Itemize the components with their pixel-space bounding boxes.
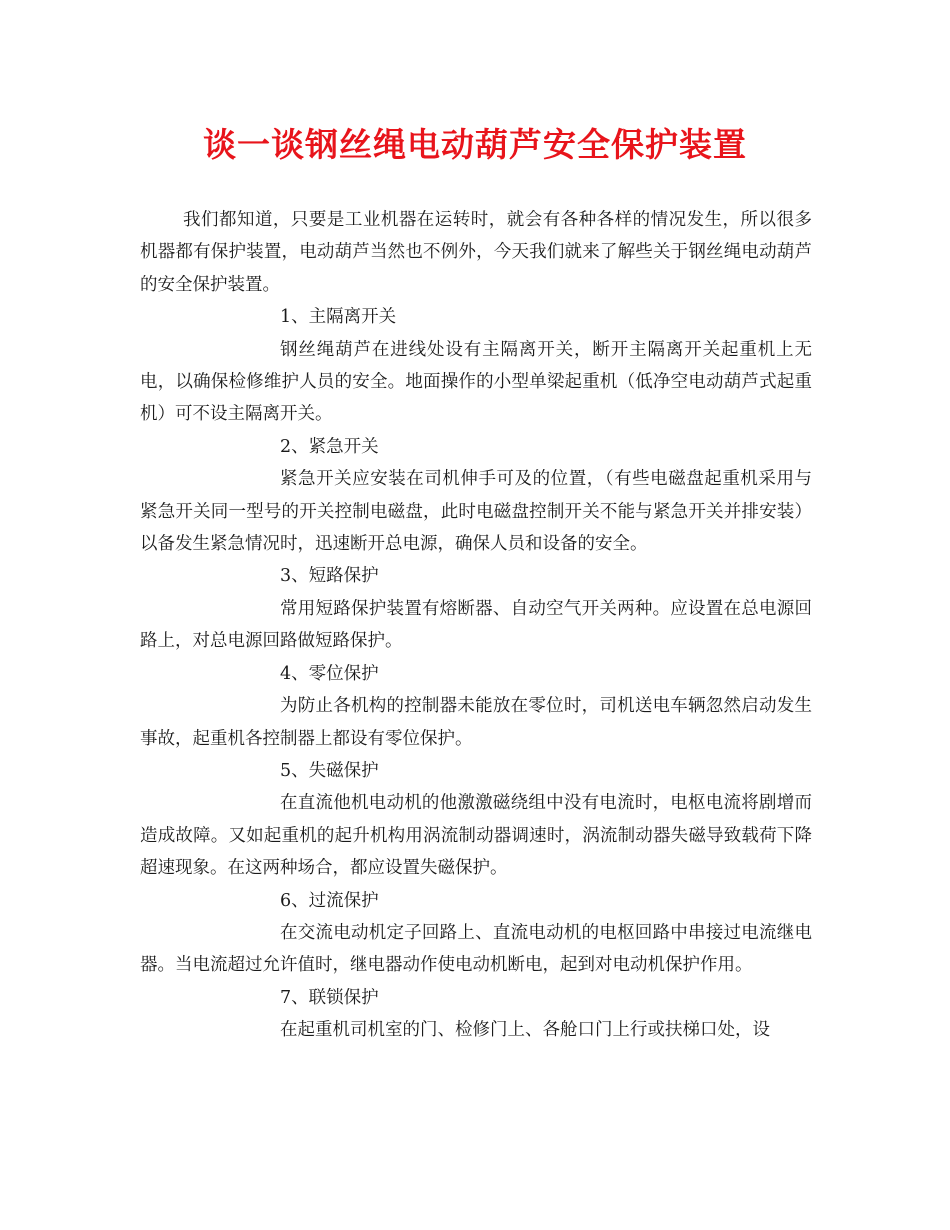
section-text-6: 在交流电动机定子回路上、直流电动机的电枢回路中串接过电流继电器。当电流超过允许值时，继电器动作使电动机断电，起到对电动机保护作用。 — [140, 922, 812, 976]
section-text-1: 钢丝绳葫芦在进线处设有主隔离开关，断开主隔离开关起重机上无电，以确保检修维护人员的安全。地面操作的小型单梁起重机（低净空电动葫芦式起重机）可不设主隔离开关。 — [140, 339, 812, 425]
section-heading-4: 4、零位保护 — [280, 663, 379, 684]
document-title: 谈一谈钢丝绳电动葫芦安全保护装置 — [203, 125, 747, 164]
section-heading-2: 2、紧急开关 — [280, 436, 379, 457]
intro-paragraph: 我们都知道，只要是工业机器在运转时，就会有各种各样的情况发生，所以很多机器都有保护装置，电动葫芦当然也不例外，今天我们就来了解些关于钢丝绳电动葫芦的安全保护装置。 — [140, 210, 812, 295]
section-text-7: 在起重机司机室的门、检修门上、各舱口门上行或扶梯口处，设 — [280, 1020, 770, 1041]
section-text-4: 为防止各机构的控制器未能放在零位时，司机送电车辆忽然启动发生事故，起重机各控制器上都设有零位保护。 — [140, 696, 812, 749]
document-body — [140, 204, 812, 1047]
section-heading-1: 1、主隔离开关 — [280, 307, 397, 328]
section-text-5: 在直流他机电动机的他激激磁绕组中没有电流时，电枢电流将剧增而造成故障。又如起重机的起升机构用涡流制动器调速时，涡流制动器失磁导致载荷下降超速现象。在这两种场合，都应设置失磁保护。 — [140, 793, 812, 879]
section-heading-3: 3、短路保护 — [280, 566, 379, 587]
section-heading-7: 7、联锁保护 — [280, 987, 379, 1008]
section-text-3: 常用短路保护装置有熔断器、自动空气开关两种。应设置在总电源回路上，对总电源回路做短路保护。 — [140, 598, 812, 652]
section-text-2: 紧急开关应安装在司机伸手可及的位置，（有些电磁盘起重机采用与紧急开关同一型号的开关控制电磁盘，此时电磁盘控制开关不能与紧急开关并排安装）以备发生紧急情况时，迅速断开总电源，确保人员和设备的安全。 — [140, 469, 812, 555]
section-heading-6: 6、过流保护 — [280, 890, 379, 911]
section-heading-5: 5、失磁保护 — [280, 760, 379, 781]
